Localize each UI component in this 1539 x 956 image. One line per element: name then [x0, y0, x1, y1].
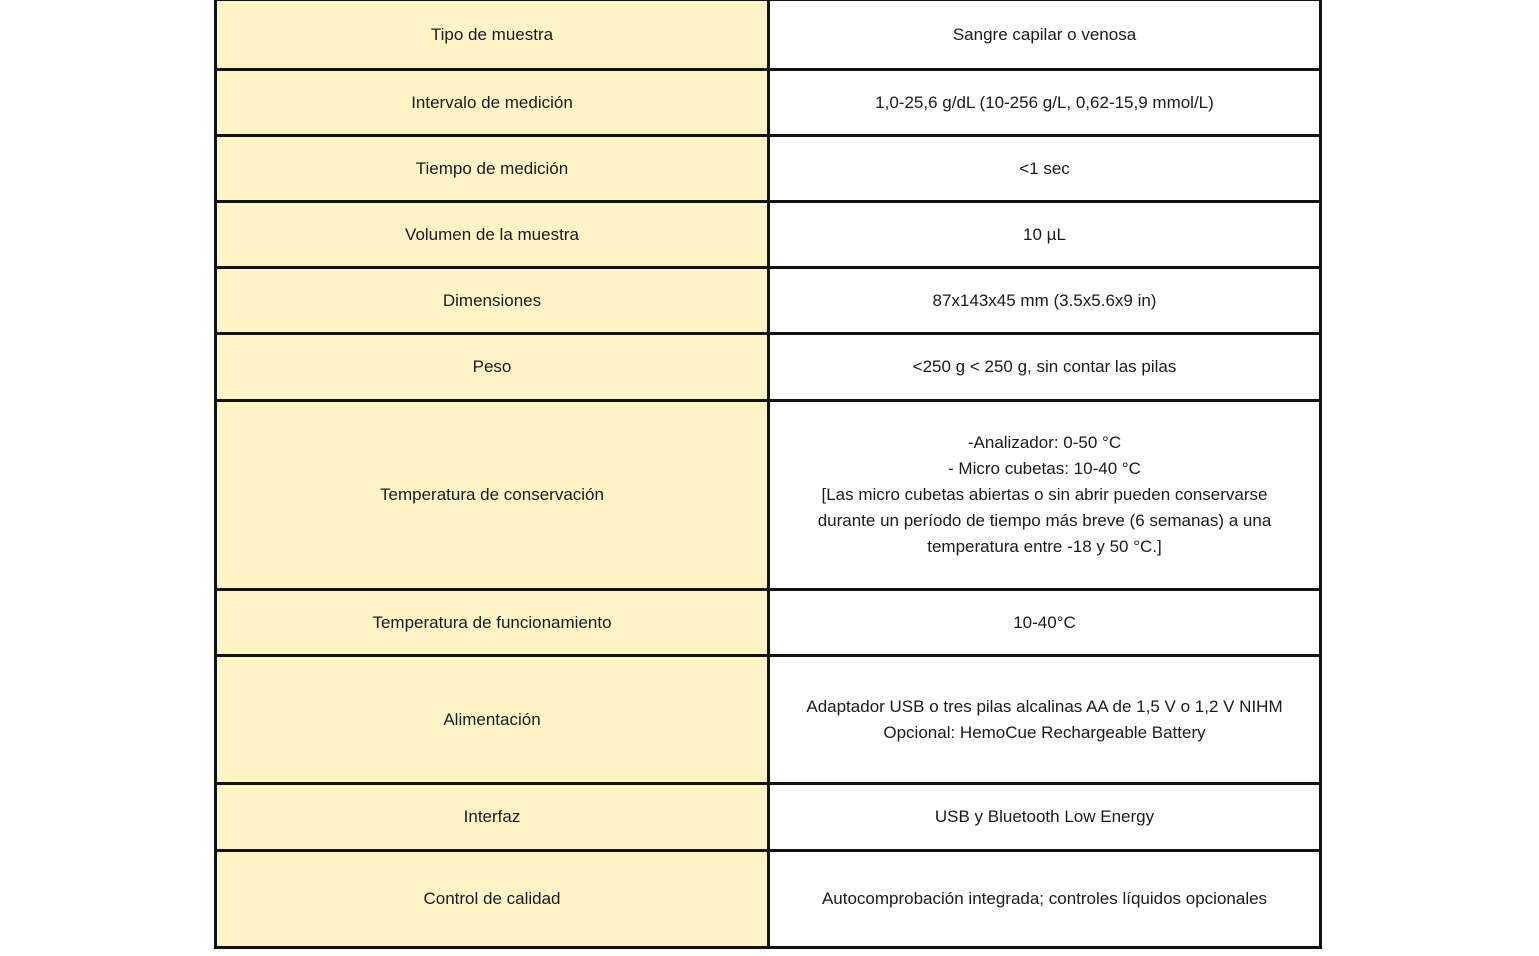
value-line: [Las micro cubetas abiertas o sin abrir pueden conservarse [821, 485, 1268, 504]
row-value [769, 656, 1321, 784]
table-row [216, 401, 1321, 590]
value-line: Sangre capilar o venosa [952, 24, 1137, 44]
row-value [769, 851, 1321, 948]
row-value [769, 401, 1321, 590]
value-line: USB y Bluetooth Low Energy [934, 807, 1155, 826]
value-line: <1 sec [1019, 158, 1070, 178]
table-row [216, 851, 1321, 948]
value-line: Adaptador USB o tres pilas alcalinas AA de 1,5 V o 1,2 V NIHM [806, 696, 1283, 716]
row-label: Dimensiones [216, 268, 769, 334]
table-row [216, 590, 1321, 656]
row-label: Tiempo de medición [216, 136, 769, 202]
row-label: Tipo de muestra [216, 0, 769, 70]
row-value [769, 202, 1321, 268]
row-value [769, 268, 1321, 334]
value-line: <250 g < 250 g, sin contar las pilas [912, 357, 1177, 376]
table-row [216, 784, 1321, 851]
table-row [216, 0, 1321, 70]
row-label: Interfaz [216, 784, 769, 851]
row-label: Intervalo de medición [216, 70, 769, 136]
table-row [216, 334, 1321, 401]
value-line: durante un período de tiempo más breve (6 semanas) a una [817, 511, 1272, 530]
value-line: Autocomprobación integrada; controles líquidos opcionales [821, 889, 1268, 908]
row-value [769, 70, 1321, 136]
value-line: Opcional: HemoCue Rechargeable Battery [883, 722, 1206, 742]
row-label: Volumen de la muestra [216, 202, 769, 268]
spec-table [214, 0, 1322, 949]
row-label: Control de calidad [216, 851, 769, 948]
table-row [216, 202, 1321, 268]
value-line: - Micro cubetas: 10-40 °C [948, 459, 1141, 478]
spec-table-container [214, 0, 1322, 949]
table-row [216, 136, 1321, 202]
row-label: Alimentación [216, 656, 769, 784]
value-line: -Analizador: 0-50 °C [967, 433, 1122, 452]
row-value [769, 334, 1321, 401]
table-row [216, 70, 1321, 136]
row-label: Peso [216, 334, 769, 401]
value-line: 87x143x45 mm (3.5x5.6x9 in) [932, 290, 1157, 310]
value-line: 10 µL [1023, 224, 1066, 244]
value-line: 1,0-25,6 g/dL (10-256 g/L, 0,62-15,9 mmol/L) [875, 92, 1214, 112]
table-row [216, 656, 1321, 784]
row-value [769, 136, 1321, 202]
table-row [216, 268, 1321, 334]
value-line: 10-40°C [1013, 612, 1076, 632]
value-line: temperatura entre -18 y 50 °C.] [927, 537, 1162, 556]
row-value [769, 590, 1321, 656]
row-label: Temperatura de conservación [216, 401, 769, 590]
row-value [769, 784, 1321, 851]
row-value [769, 0, 1321, 70]
row-label: Temperatura de funcionamiento [216, 590, 769, 656]
